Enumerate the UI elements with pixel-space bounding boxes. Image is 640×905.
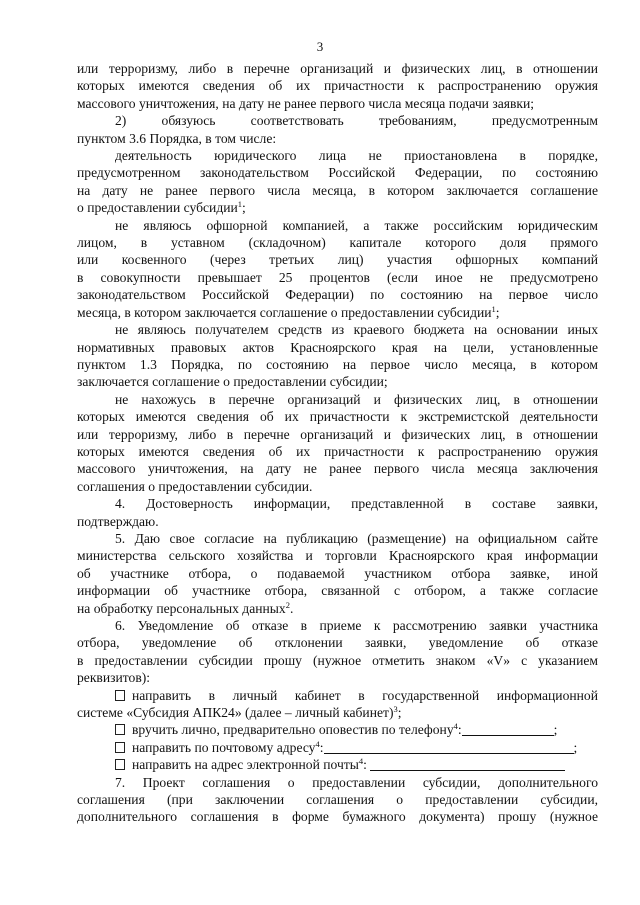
text-span: или терроризму, либо в перечне организаций и физических лиц, в отношении [77,426,598,442]
text-span: пунктом 3.6 Порядка, в том числе: [77,130,277,146]
punctuation: : [457,722,462,738]
text-span: предусмотренном законодательством Российской Федерации, по состоянию [77,165,598,181]
fill-in-blank[interactable] [370,758,565,771]
checkbox[interactable] [115,759,125,770]
text-span: 6. Уведомление об отказе в приеме к рассмотрению заявки участника [115,618,598,633]
punctuation: ; [397,705,402,721]
text-span: законодательством Российской Федерации) по состоянию на первое число [77,287,598,303]
document-body [77,60,598,826]
text-span: массового уничтожения, на дату не ранее первого числа месяца заключения [77,461,598,477]
text-span: 2) обязуюсь соответствовать требованиям, предусмотренным [115,113,598,129]
text-line [77,547,598,564]
text-span: не являюсь офшорной компанией, а также российским юридическим [115,217,598,233]
text-line [77,112,598,129]
text-span: направить в личный кабинет в государственной информационной [132,687,598,703]
punctuation: . [289,600,294,616]
paragraph-p10 [77,687,598,722]
text-line [77,251,598,268]
text-span: на обработку персональных данных [77,600,286,616]
text-span: или косвенного (через третьих лиц) участия офшорных компаний [77,252,598,268]
text-span: не являюсь получателем средств из краевого бюджета на основании иных [115,322,598,338]
text-line [77,443,598,460]
text-line [77,426,598,443]
text-span: заключается соглашение о предоставлении субсидии; [77,374,388,390]
footnote-marker: 3 [393,704,398,715]
text-line [77,182,598,199]
footnote-marker: 2 [285,599,290,610]
text-line [77,199,598,216]
text-span: лицом, в уставном (складочном) капитале которого доля прямого [77,235,598,251]
text-line [77,234,598,251]
text-span: 5. Даю свое согласие на публикацию (размещение) на официальном сайте [115,530,598,546]
text-span: отбора, уведомление об отклонении заявки, уведомление об отказе [77,635,598,651]
text-line [77,687,598,704]
footnote-marker: 4 [358,756,364,767]
text-span: деятельность юридического лица не приостановлена в порядке, [115,148,598,164]
punctuation: ; [553,722,558,738]
page-number: 3 [316,39,324,54]
delivery-option-o1 [77,721,598,738]
text-span: о предоставлении субсидии [77,200,238,216]
text-line [77,582,598,599]
text-span: системе «Субсидия АПК24» (далее – личный кабинет) [77,705,394,721]
text-span: информации об участнике отбора, связанной с отбором, а также согласие [77,583,598,599]
text-line [77,808,598,825]
footnote-marker: 1 [237,199,243,210]
text-span: которых имеются сведения об их причастности к распространению оружия [77,443,598,459]
text-line [77,530,598,547]
option-label: вручить лично, предварительно оповестив по телефону [132,722,454,738]
fill-in-blank[interactable] [462,723,554,736]
text-line [77,373,598,390]
text-span: месяца, в котором заключается соглашение о предоставлении субсидии [77,304,492,320]
text-span: 4. Достоверность информации, представленной в составе заявки, [115,496,598,512]
text-line [77,339,598,356]
text-line [77,704,598,721]
text-line [77,391,598,408]
text-line [77,774,598,791]
punctuation: ; [242,200,246,216]
text-line [77,164,598,181]
text-line [77,77,598,94]
punctuation: ; [495,304,500,320]
text-line [77,565,598,582]
paragraph-p1 [77,60,598,112]
text-line [77,60,598,77]
text-span: или терроризму, либо в перечне организаций и физических лиц, в отношении [77,61,598,76]
checkbox[interactable] [115,724,125,735]
text-span: нормативных правовых актов Красноярского края на цели, установленные [77,339,598,355]
text-span: министерства сельского хозяйства и торговли Красноярского края информации [77,548,598,564]
text-line [77,617,598,634]
text-line [77,600,598,617]
text-span: дополнительного соглашения в форме бумажного документа) прошу (нужное [77,809,598,825]
text-span: соглашения о предоставлении субсидии. [77,478,313,494]
text-line [77,147,598,164]
paragraph-p5 [77,321,598,391]
paragraph-p4 [77,217,598,321]
text-span: на дату не ранее первого числа месяца, в котором заключается соглашение [77,182,598,198]
footnote-marker: 1 [491,303,496,314]
paragraph-p6 [77,391,598,495]
footnote-marker: 4 [453,721,458,732]
paragraph-p3 [77,147,598,217]
text-span: в предоставлении субсидии прошу (нужное отметить знаком «V» с указанием [77,652,598,668]
text-span: которых имеются сведения об их причастности к распространению оружия [77,78,598,94]
text-span: соглашения (при заключении соглашения о предоставлении субсидии, [77,792,598,808]
text-span: не нахожусь в перечне организаций и физических лиц, в отношении [115,391,598,407]
text-line [77,321,598,338]
paragraph-final [77,774,598,826]
checkbox[interactable] [115,742,125,753]
text-line [77,460,598,477]
text-line [77,634,598,651]
paragraph-p9 [77,617,598,687]
option-label: направить по почтовому адресу [132,739,316,755]
delivery-option-o3 [77,756,598,773]
text-line [77,669,598,686]
text-line [77,356,598,373]
text-line [77,408,598,425]
text-line [77,95,598,112]
punctuation: ; [573,739,578,755]
text-span: об участнике отбора, о подаваемой участником отбора заявке, иной [77,565,598,581]
text-line [77,217,598,234]
text-span: 7. Проект соглашения о предоставлении субсидии, дополнительного [115,774,598,790]
text-line [77,495,598,512]
text-span: подтверждаю. [77,513,159,529]
punctuation: : [319,739,324,755]
paragraph-p8 [77,530,598,617]
checkbox[interactable] [115,690,125,701]
footnote-marker: 4 [315,738,320,749]
text-line [77,269,598,286]
fill-in-blank[interactable] [324,741,574,754]
option-label: направить на адрес электронной почты [132,757,359,773]
text-span: реквизитов): [77,670,151,686]
text-line [77,130,598,147]
text-span: пунктом 1.3 Порядка, по состоянию на первое число месяца, в котором [77,356,598,372]
text-span: в совокупности превышает 25 процентов (если иное не предусмотрено [77,269,598,285]
text-line [77,478,598,495]
text-line [77,286,598,303]
text-span: которых имеются сведения об их причастности к экстремистской деятельности [77,409,598,425]
text-span: массового уничтожения, на дату не ранее первого числа месяца подачи заявки; [77,95,535,111]
paragraph-p7 [77,495,598,530]
punctuation: : [363,757,371,773]
text-line [77,513,598,530]
paragraph-p2 [77,112,598,147]
text-line [77,304,598,321]
text-line [77,652,598,669]
delivery-option-o2 [77,739,598,756]
text-line [77,791,598,808]
